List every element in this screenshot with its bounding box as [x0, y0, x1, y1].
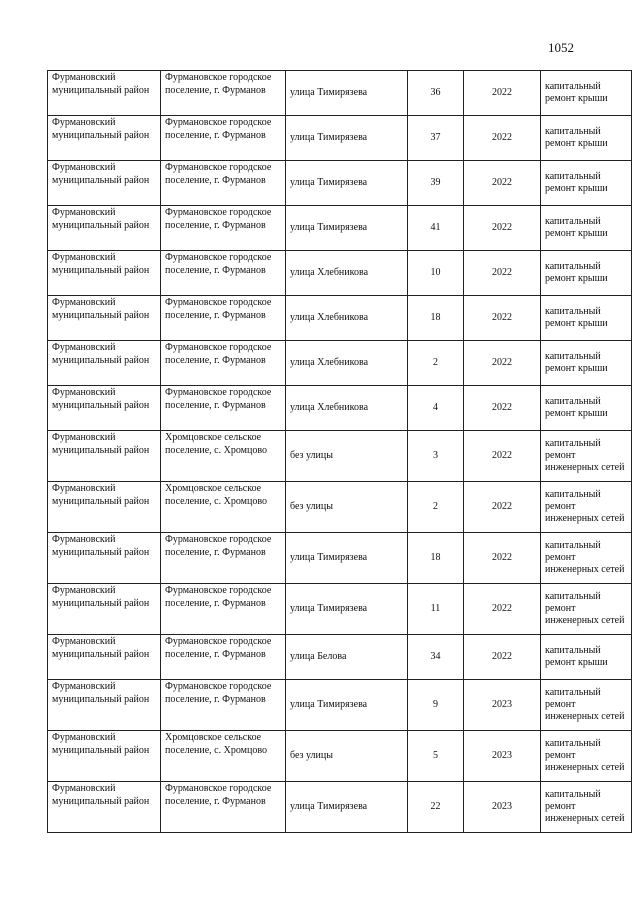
street-cell: улица Тимирязева — [286, 782, 408, 833]
work-type-cell: капитальный ремонт инженерных сетей — [541, 584, 632, 635]
table-row — [48, 71, 632, 116]
street-cell: улица Тимирязева — [286, 680, 408, 731]
house-number-cell: 2 — [408, 341, 464, 386]
settlement-cell: Фурмановское городское поселение, г. Фурманов — [161, 782, 286, 833]
year-cell: 2022 — [464, 251, 541, 296]
settlement-cell: Фурмановское городское поселение, г. Фурманов — [161, 71, 286, 116]
district-cell: Фурмановский муниципальный район — [48, 482, 161, 533]
year-cell: 2022 — [464, 386, 541, 431]
district-cell: Фурмановский муниципальный район — [48, 161, 161, 206]
street-cell: улица Тимирязева — [286, 584, 408, 635]
work-type-cell: капитальный ремонт крыши — [541, 341, 632, 386]
district-cell: Фурмановский муниципальный район — [48, 251, 161, 296]
house-number-cell: 22 — [408, 782, 464, 833]
house-number-cell: 34 — [408, 635, 464, 680]
settlement-cell: Фурмановское городское поселение, г. Фурманов — [161, 206, 286, 251]
table-row — [48, 680, 632, 731]
district-cell: Фурмановский муниципальный район — [48, 386, 161, 431]
register-table-body — [48, 71, 632, 833]
settlement-cell: Хромцовское сельское поселение, с. Хромцово — [161, 731, 286, 782]
table-row — [48, 731, 632, 782]
settlement-cell: Фурмановское городское поселение, г. Фурманов — [161, 161, 286, 206]
district-cell: Фурмановский муниципальный район — [48, 71, 161, 116]
district-cell: Фурмановский муниципальный район — [48, 341, 161, 386]
year-cell: 2023 — [464, 680, 541, 731]
district-cell: Фурмановский муниципальный район — [48, 533, 161, 584]
district-cell: Фурмановский муниципальный район — [48, 116, 161, 161]
street-cell: улица Тимирязева — [286, 116, 408, 161]
table-row — [48, 482, 632, 533]
district-cell: Фурмановский муниципальный район — [48, 431, 161, 482]
table-row — [48, 296, 632, 341]
work-type-cell: капитальный ремонт крыши — [541, 635, 632, 680]
work-type-cell: капитальный ремонт инженерных сетей — [541, 731, 632, 782]
work-type-cell: капитальный ремонт инженерных сетей — [541, 680, 632, 731]
settlement-cell: Фурмановское городское поселение, г. Фурманов — [161, 296, 286, 341]
year-cell: 2022 — [464, 533, 541, 584]
year-cell: 2022 — [464, 206, 541, 251]
work-type-cell: капитальный ремонт инженерных сетей — [541, 482, 632, 533]
district-cell: Фурмановский муниципальный район — [48, 206, 161, 251]
table-row — [48, 161, 632, 206]
street-cell: улица Тимирязева — [286, 71, 408, 116]
year-cell: 2022 — [464, 584, 541, 635]
street-cell: улица Хлебникова — [286, 296, 408, 341]
house-number-cell: 4 — [408, 386, 464, 431]
street-cell: без улицы — [286, 731, 408, 782]
settlement-cell: Фурмановское городское поселение, г. Фурманов — [161, 584, 286, 635]
work-type-cell: капитальный ремонт крыши — [541, 206, 632, 251]
year-cell: 2022 — [464, 116, 541, 161]
work-type-cell: капитальный ремонт крыши — [541, 116, 632, 161]
year-cell: 2022 — [464, 482, 541, 533]
year-cell: 2023 — [464, 782, 541, 833]
house-number-cell: 41 — [408, 206, 464, 251]
house-number-cell: 2 — [408, 482, 464, 533]
street-cell: без улицы — [286, 482, 408, 533]
work-type-cell: капитальный ремонт инженерных сетей — [541, 782, 632, 833]
year-cell: 2022 — [464, 635, 541, 680]
year-cell: 2022 — [464, 341, 541, 386]
table-row — [48, 251, 632, 296]
house-number-cell: 10 — [408, 251, 464, 296]
table-row — [48, 782, 632, 833]
house-number-cell: 9 — [408, 680, 464, 731]
work-type-cell: капитальный ремонт крыши — [541, 386, 632, 431]
table-row — [48, 386, 632, 431]
work-type-cell: капитальный ремонт инженерных сетей — [541, 431, 632, 482]
table-row — [48, 635, 632, 680]
page-number: 1052 — [548, 40, 574, 55]
year-cell: 2022 — [464, 431, 541, 482]
house-number-cell: 36 — [408, 71, 464, 116]
district-cell: Фурмановский муниципальный район — [48, 680, 161, 731]
settlement-cell: Хромцовское сельское поселение, с. Хромцово — [161, 431, 286, 482]
table-row — [48, 533, 632, 584]
house-number-cell: 5 — [408, 731, 464, 782]
settlement-cell: Фурмановское городское поселение, г. Фурманов — [161, 386, 286, 431]
settlement-cell: Фурмановское городское поселение, г. Фурманов — [161, 533, 286, 584]
year-cell: 2022 — [464, 71, 541, 116]
house-number-cell: 11 — [408, 584, 464, 635]
work-type-cell: капитальный ремонт инженерных сетей — [541, 533, 632, 584]
house-number-cell: 18 — [408, 533, 464, 584]
house-number-cell: 3 — [408, 431, 464, 482]
district-cell: Фурмановский муниципальный район — [48, 635, 161, 680]
street-cell: улица Тимирязева — [286, 206, 408, 251]
work-type-cell: капитальный ремонт крыши — [541, 251, 632, 296]
table-row — [48, 584, 632, 635]
settlement-cell: Фурмановское городское поселение, г. Фурманов — [161, 341, 286, 386]
street-cell: улица Белова — [286, 635, 408, 680]
work-type-cell: капитальный ремонт крыши — [541, 161, 632, 206]
district-cell: Фурмановский муниципальный район — [48, 584, 161, 635]
street-cell: улица Хлебникова — [286, 341, 408, 386]
work-type-cell: капитальный ремонт крыши — [541, 71, 632, 116]
street-cell: без улицы — [286, 431, 408, 482]
district-cell: Фурмановский муниципальный район — [48, 296, 161, 341]
settlement-cell: Фурмановское городское поселение, г. Фурманов — [161, 116, 286, 161]
district-cell: Фурмановский муниципальный район — [48, 782, 161, 833]
street-cell: улица Хлебникова — [286, 251, 408, 296]
street-cell: улица Тимирязева — [286, 161, 408, 206]
table-row — [48, 116, 632, 161]
register-table — [47, 70, 632, 833]
table-row — [48, 341, 632, 386]
table-row — [48, 206, 632, 251]
house-number-cell: 37 — [408, 116, 464, 161]
district-cell: Фурмановский муниципальный район — [48, 731, 161, 782]
year-cell: 2022 — [464, 296, 541, 341]
house-number-cell: 18 — [408, 296, 464, 341]
settlement-cell: Хромцовское сельское поселение, с. Хромцово — [161, 482, 286, 533]
year-cell: 2022 — [464, 161, 541, 206]
table-row — [48, 431, 632, 482]
settlement-cell: Фурмановское городское поселение, г. Фурманов — [161, 251, 286, 296]
year-cell: 2023 — [464, 731, 541, 782]
house-number-cell: 39 — [408, 161, 464, 206]
street-cell: улица Хлебникова — [286, 386, 408, 431]
work-type-cell: капитальный ремонт крыши — [541, 296, 632, 341]
settlement-cell: Фурмановское городское поселение, г. Фурманов — [161, 635, 286, 680]
street-cell: улица Тимирязева — [286, 533, 408, 584]
settlement-cell: Фурмановское городское поселение, г. Фурманов — [161, 680, 286, 731]
